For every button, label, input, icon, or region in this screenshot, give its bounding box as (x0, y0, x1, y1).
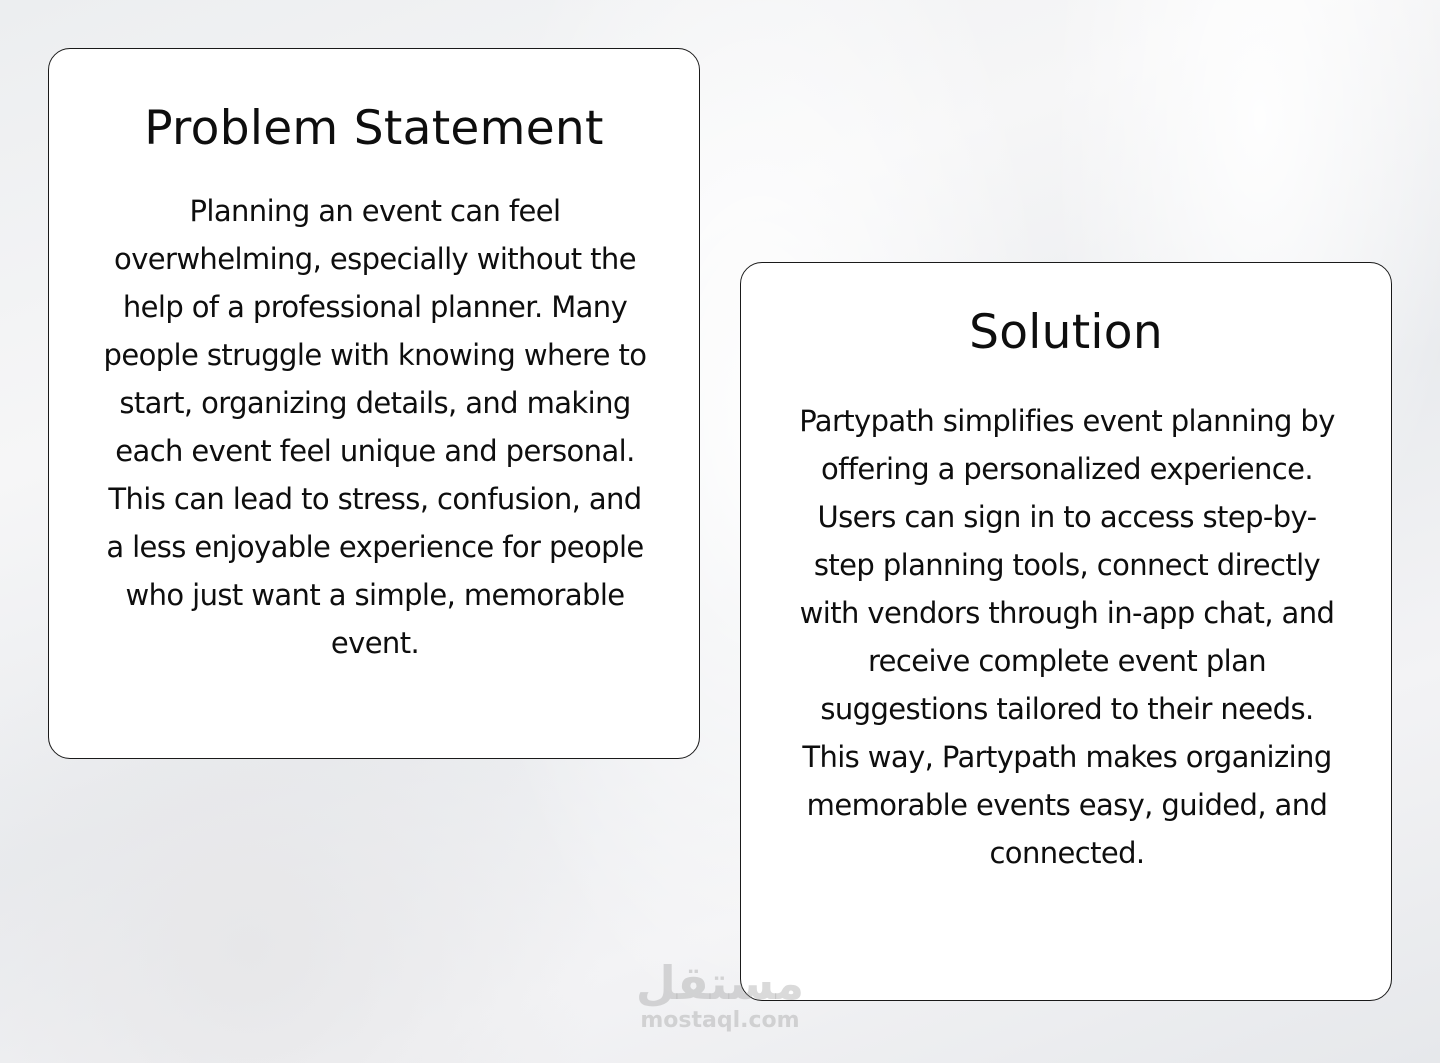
solution-title: Solution (969, 305, 1163, 360)
watermark-url: mostaql.com (640, 1008, 800, 1033)
problem-statement-text: Planning an event can feel overwhelming, especially without the help of a professional planner. Many people struggle with knowing where to start, organizing details, and making each event feel unique and personal. This can lead to stress, confusion, and a less enjoyable experience for people who just want a simple, memorable event. (103, 194, 647, 660)
solution-text: Partypath simplifies event planning by offering a personalized experience. Users can sign in to access step-by-step planning tools, connect directly with vendors through in-app chat, and receive complete event plan suggestions tailored to their needs. This way, Partypath makes organizing memorable events easy, guided, and connected. (799, 404, 1335, 870)
problem-statement-title: Problem Statement (144, 101, 604, 156)
mostaql-logo: مستقل (635, 956, 805, 1010)
solution-card (740, 262, 1392, 1001)
problem-statement-card (48, 48, 700, 759)
mostaql-watermark (620, 958, 820, 1034)
